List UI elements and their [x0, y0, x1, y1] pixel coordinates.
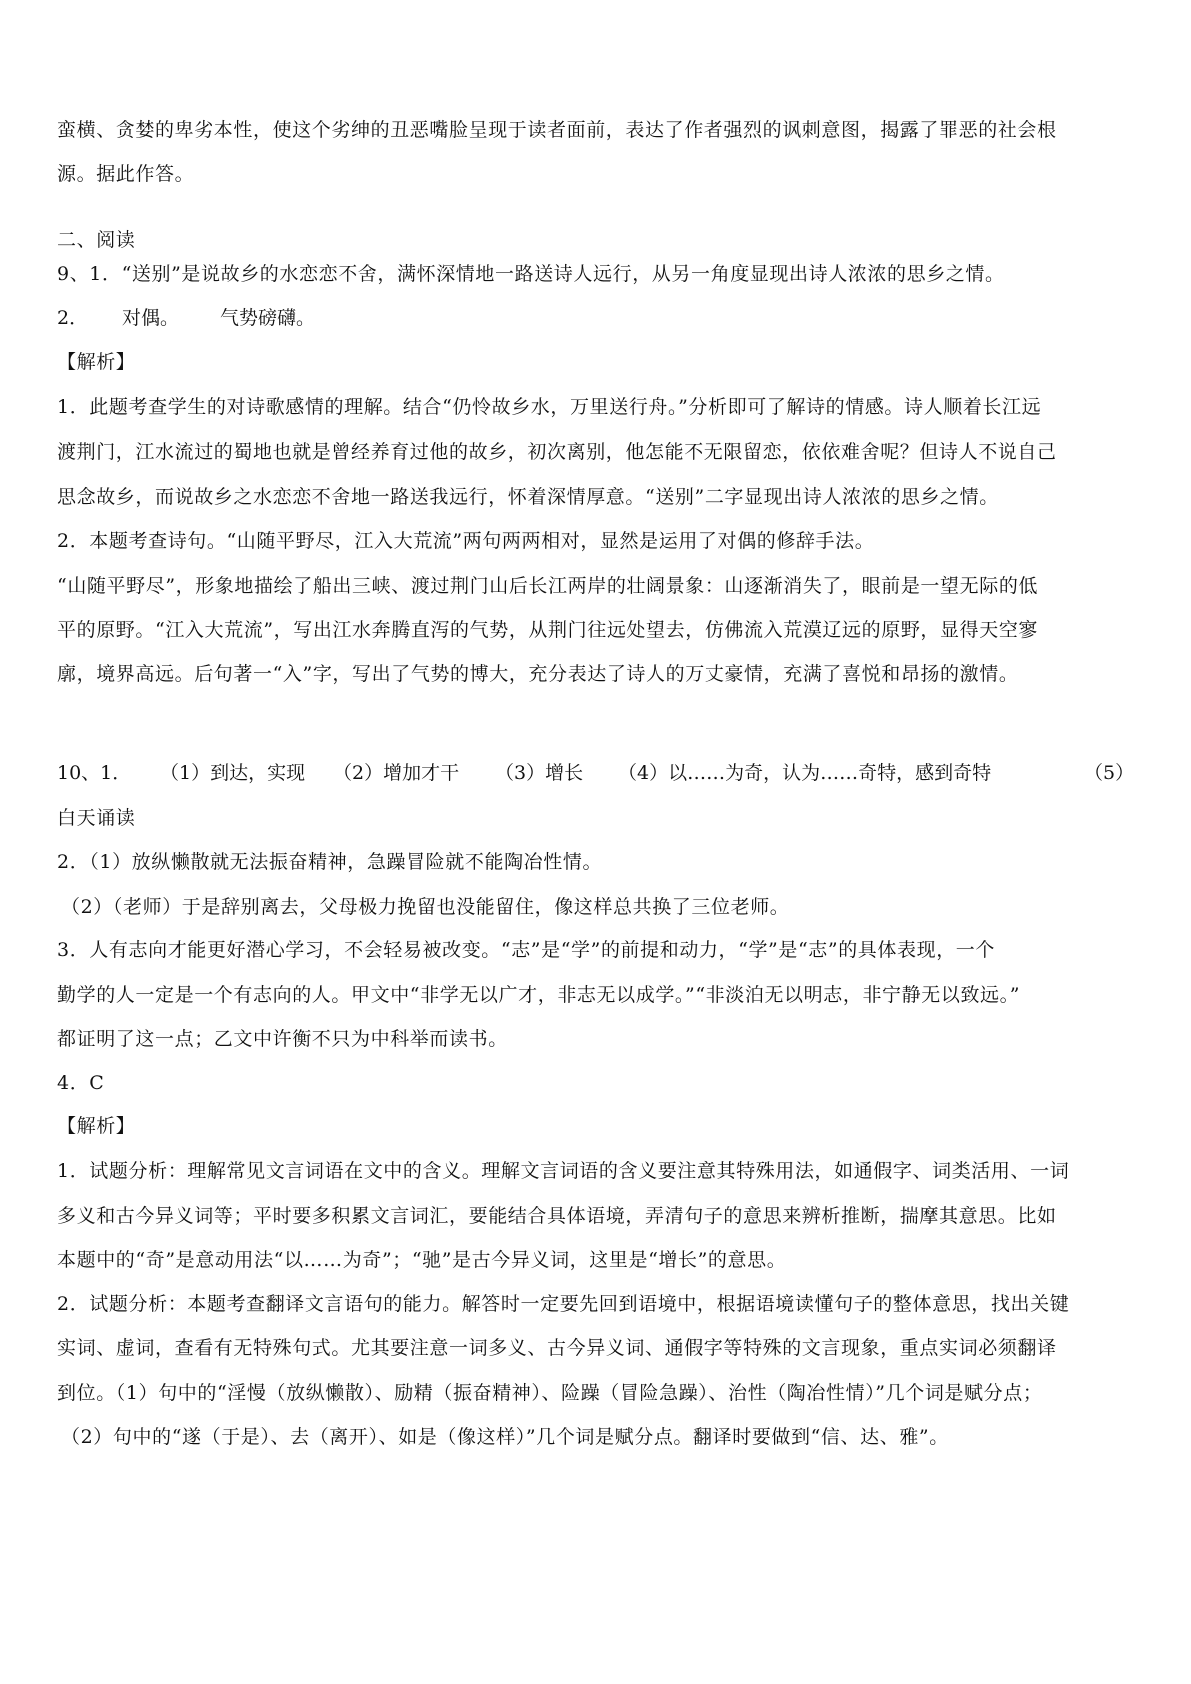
answer-value: 对偶。 [122, 307, 180, 329]
answer-number: 2． [57, 307, 89, 329]
section-heading: 二、阅读 [57, 229, 136, 251]
text-line: 2．（1）放纵懒散就无法振奋精神，急躁冒险就不能陶冶性情。 [57, 851, 603, 873]
text-line: 白天诵读 [57, 807, 136, 829]
text-line: 蛮横、贪婪的卑劣本性，使这个劣绅的丑恶嘴脸呈现于读者面前，表达了作者强烈的讽刺意图，揭露了罪恶的社会根 [57, 119, 1057, 141]
text-line: 平的原野。“江入大荒流”，写出江水奔腾直泻的气势，从荆门往远处望去，仿佛流入荒漠辽远的原野，显得天空寥 [57, 619, 1039, 641]
text-line: 3．人有志向才能更好潜心学习，不会轻易被改变。“志”是“学”的前提和动力，“学”是“志”的具体表现，一个 [57, 939, 995, 961]
answer-9-1: 9、1．“送别”是说故乡的水恋恋不舍，满怀深情地一路送诗人远行，从另一角度显现出诗人浓浓的思乡之情。 [57, 263, 1005, 285]
text-line: 1．试题分析：理解常见文言词语在文中的含义。理解文言词语的含义要注意其特殊用法，如通假字、词类活用、一词 [57, 1160, 1070, 1182]
text-line: 1．此题考查学生的对诗歌感情的理解。结合“仍怜故乡水，万里送行舟。”分析即可了解诗的情感。诗人顺着长江远 [57, 396, 1042, 418]
answer-value: （1）到达，实现 [160, 762, 306, 784]
text-line: 勤学的人一定是一个有志向的人。甲文中“非学无以广才，非志无以成学。”“非淡泊无以明志，非宁静无以致远。” [57, 984, 1021, 1006]
answer-value: （5） [1084, 762, 1135, 784]
text-line: 廓，境界高远。后句著一“入”字，写出了气势的博大，充分表达了诗人的万丈豪情，充满了喜悦和昂扬的激情。 [57, 663, 1019, 685]
answer-4: 4．C [57, 1072, 105, 1094]
answer-value: 气势磅礴。 [220, 307, 316, 329]
text-line: 都证明了这一点；乙文中许衡不只为中科举而读书。 [57, 1028, 508, 1050]
answer-value: （2）增加才干 [333, 762, 460, 784]
text-line: 实词、虚词，查看有无特殊句式。尤其要注意一词多义、古今异义词、通假字等特殊的文言现象，重点实词必须翻译 [57, 1337, 1057, 1359]
text-line: 思念故乡，而说故乡之水恋恋不舍地一路送我远行，怀着深情厚意。“送别”二字显现出诗人浓浓的思乡之情。 [57, 486, 999, 508]
text-line: （2）（老师）于是辞别离去，父母极力挽留也没能留住，像这样总共换了三位老师。 [61, 896, 790, 918]
text-line: （2）句中的“遂（于是）、去（离开）、如是（像这样）”几个词是赋分点。翻译时要做到“信、达、雅”。 [61, 1426, 949, 1448]
answer-value: （4）以……为奇，认为……奇特，感到奇特 [618, 762, 992, 784]
text-line: 源。据此作答。 [57, 163, 195, 185]
text-line: 2．本题考查诗句。“山随平野尽，江入大荒流”两句两两相对，显然是运用了对偶的修辞手法。 [57, 530, 875, 552]
text-line: 渡荆门，江水流过的蜀地也就是曾经养育过他的故乡，初次离别，他怎能不无限留恋，依依难舍呢？但诗人不说自己 [57, 441, 1057, 463]
analysis-heading: 【解析】 [57, 1115, 136, 1137]
answer-number: 10、1． [57, 762, 132, 784]
analysis-heading: 【解析】 [57, 351, 136, 373]
text-line: “山随平野尽”，形象地描绘了船出三峡、渡过荆门山后长江两岸的壮阔景象：山逐渐消失了，眼前是一望无际的低 [57, 575, 1039, 597]
answer-value: （3）增长 [495, 762, 584, 784]
text-line: 到位。（1）句中的“淫慢（放纵懒散）、励精（振奋精神）、险躁（冒险急躁）、治性（陶冶性情）”几个词是赋分点； [57, 1382, 1043, 1404]
text-line: 本题中的“奇”是意动用法“以……为奇”；“驰”是古今异义词，这里是“增长”的意思。 [57, 1249, 787, 1271]
text-line: 2．试题分析：本题考查翻译文言语句的能力。解答时一定要先回到语境中，根据语境读懂句子的整体意思，找出关键 [57, 1293, 1070, 1315]
text-line: 多义和古今异义词等；平时要多积累文言词汇，要能结合具体语境，弄清句子的意思来辨析推断，揣摩其意思。比如 [57, 1205, 1057, 1227]
